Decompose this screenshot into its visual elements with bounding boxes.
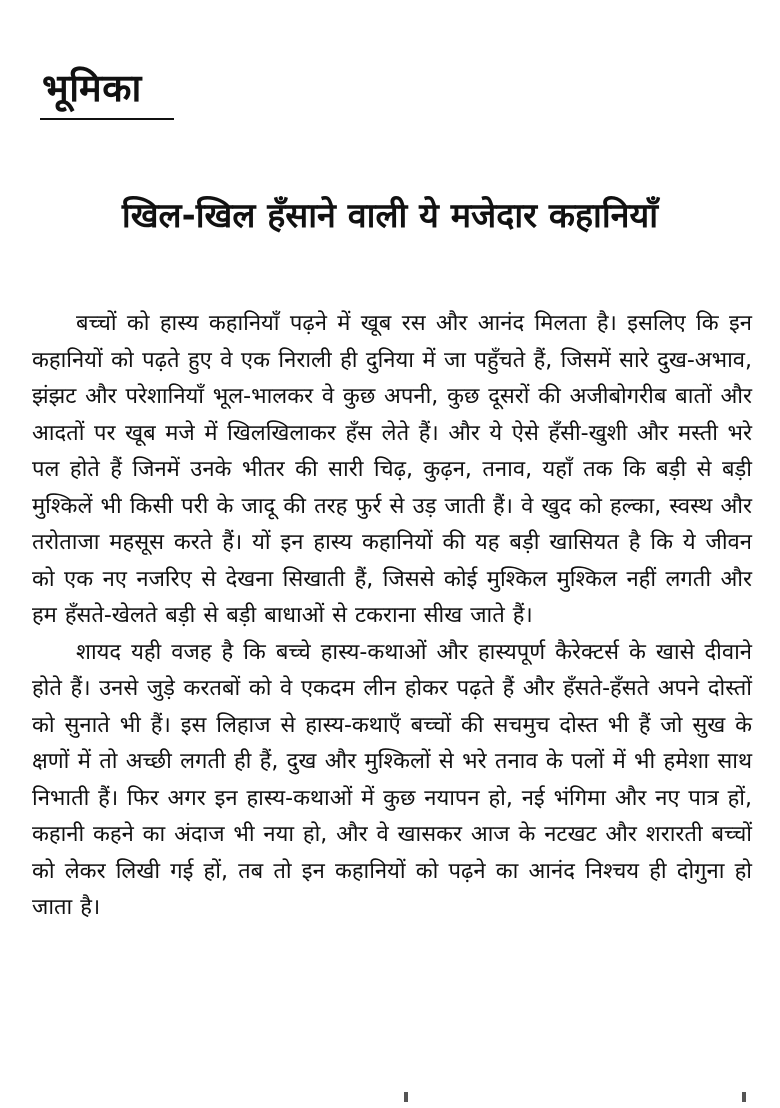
paragraph-2: शायद यही वजह है कि बच्चे हास्य-कथाओं और हास्यपूर्ण कैरेक्टर्स के खासे दीवाने होते हैं। उनसे जुड़े करतबों को वे एकदम लीन होकर पढ़ते हैं और हँसते-हँसते अपने दोस्तों को सुनाते भी हैं। इस लिहाज से हास्य-कथाएँ बच्चों की सचमुच दोस्त भी हैं जो सुख के क्षणों में तो अच्छी लगती ही हैं, दुख और मुश्किलों से भरे तनाव के पलों में भी हमेशा साथ निभाती हैं। फिर अगर इन हास्य-कथाओं में कुछ नयापन हो, नई भंगिमा और नए पात्र हों, कहानी कहने का अंदाज भी नया हो, और वे खासकर आज के नटखट और शरारती बच्चों को लेकर लिखी गई हों, तब तो इन कहानियों को पढ़ने का आनंद निश्चय ही दोगुना हो जाता है।: [32, 639, 752, 920]
article-body: [32, 306, 752, 927]
section-heading: भूमिका: [42, 66, 142, 110]
scan-mark-left: [404, 1092, 408, 1102]
paragraph-1: बच्चों को हास्य कहानियाँ पढ़ने में खूब रस और आनंद मिलता है। इसलिए कि इन कहानियों को पढ़ते हुए वे एक निराली ही दुनिया में जा पहुँचते हैं, जिसमें सारे दुख-अभाव, झंझट और परेशानियाँ भूल-भालकर वे कुछ अपनी, कुछ दूसरों की अजीबोगरीब बातों और आदतों पर खूब मजे में खिलखिलाकर हँस लेते हैं। और ये ऐसे हँसी-खुशी और मस्ती भरे पल होते हैं जिनमें उनके भीतर की सारी चिढ़, कुढ़न, तनाव, यहाँ तक कि बड़ी से बड़ी मुश्किलें भी किसी परी के जादू की तरह फुर्र से उड़ जाती हैं। वे खुद को हल्का, स्वस्थ और तरोताजा महसूस करते हैं। यों इन हास्य कहानियों की यह बड़ी खासियत है कि ये जीवन को एक नए नजरिए से देखना सिखाती हैं, जिससे कोई मुश्किल मुश्किल नहीं लगती और हम हँसते-खेलते बड़ी से बड़ी बाधाओं से टकराना सीख जाते हैं।: [32, 311, 752, 628]
article-title: खिल-खिल हँसाने वाली ये मजेदार कहानियाँ: [121, 196, 659, 236]
scan-mark-right: [742, 1092, 746, 1102]
heading-underline: [40, 118, 174, 120]
